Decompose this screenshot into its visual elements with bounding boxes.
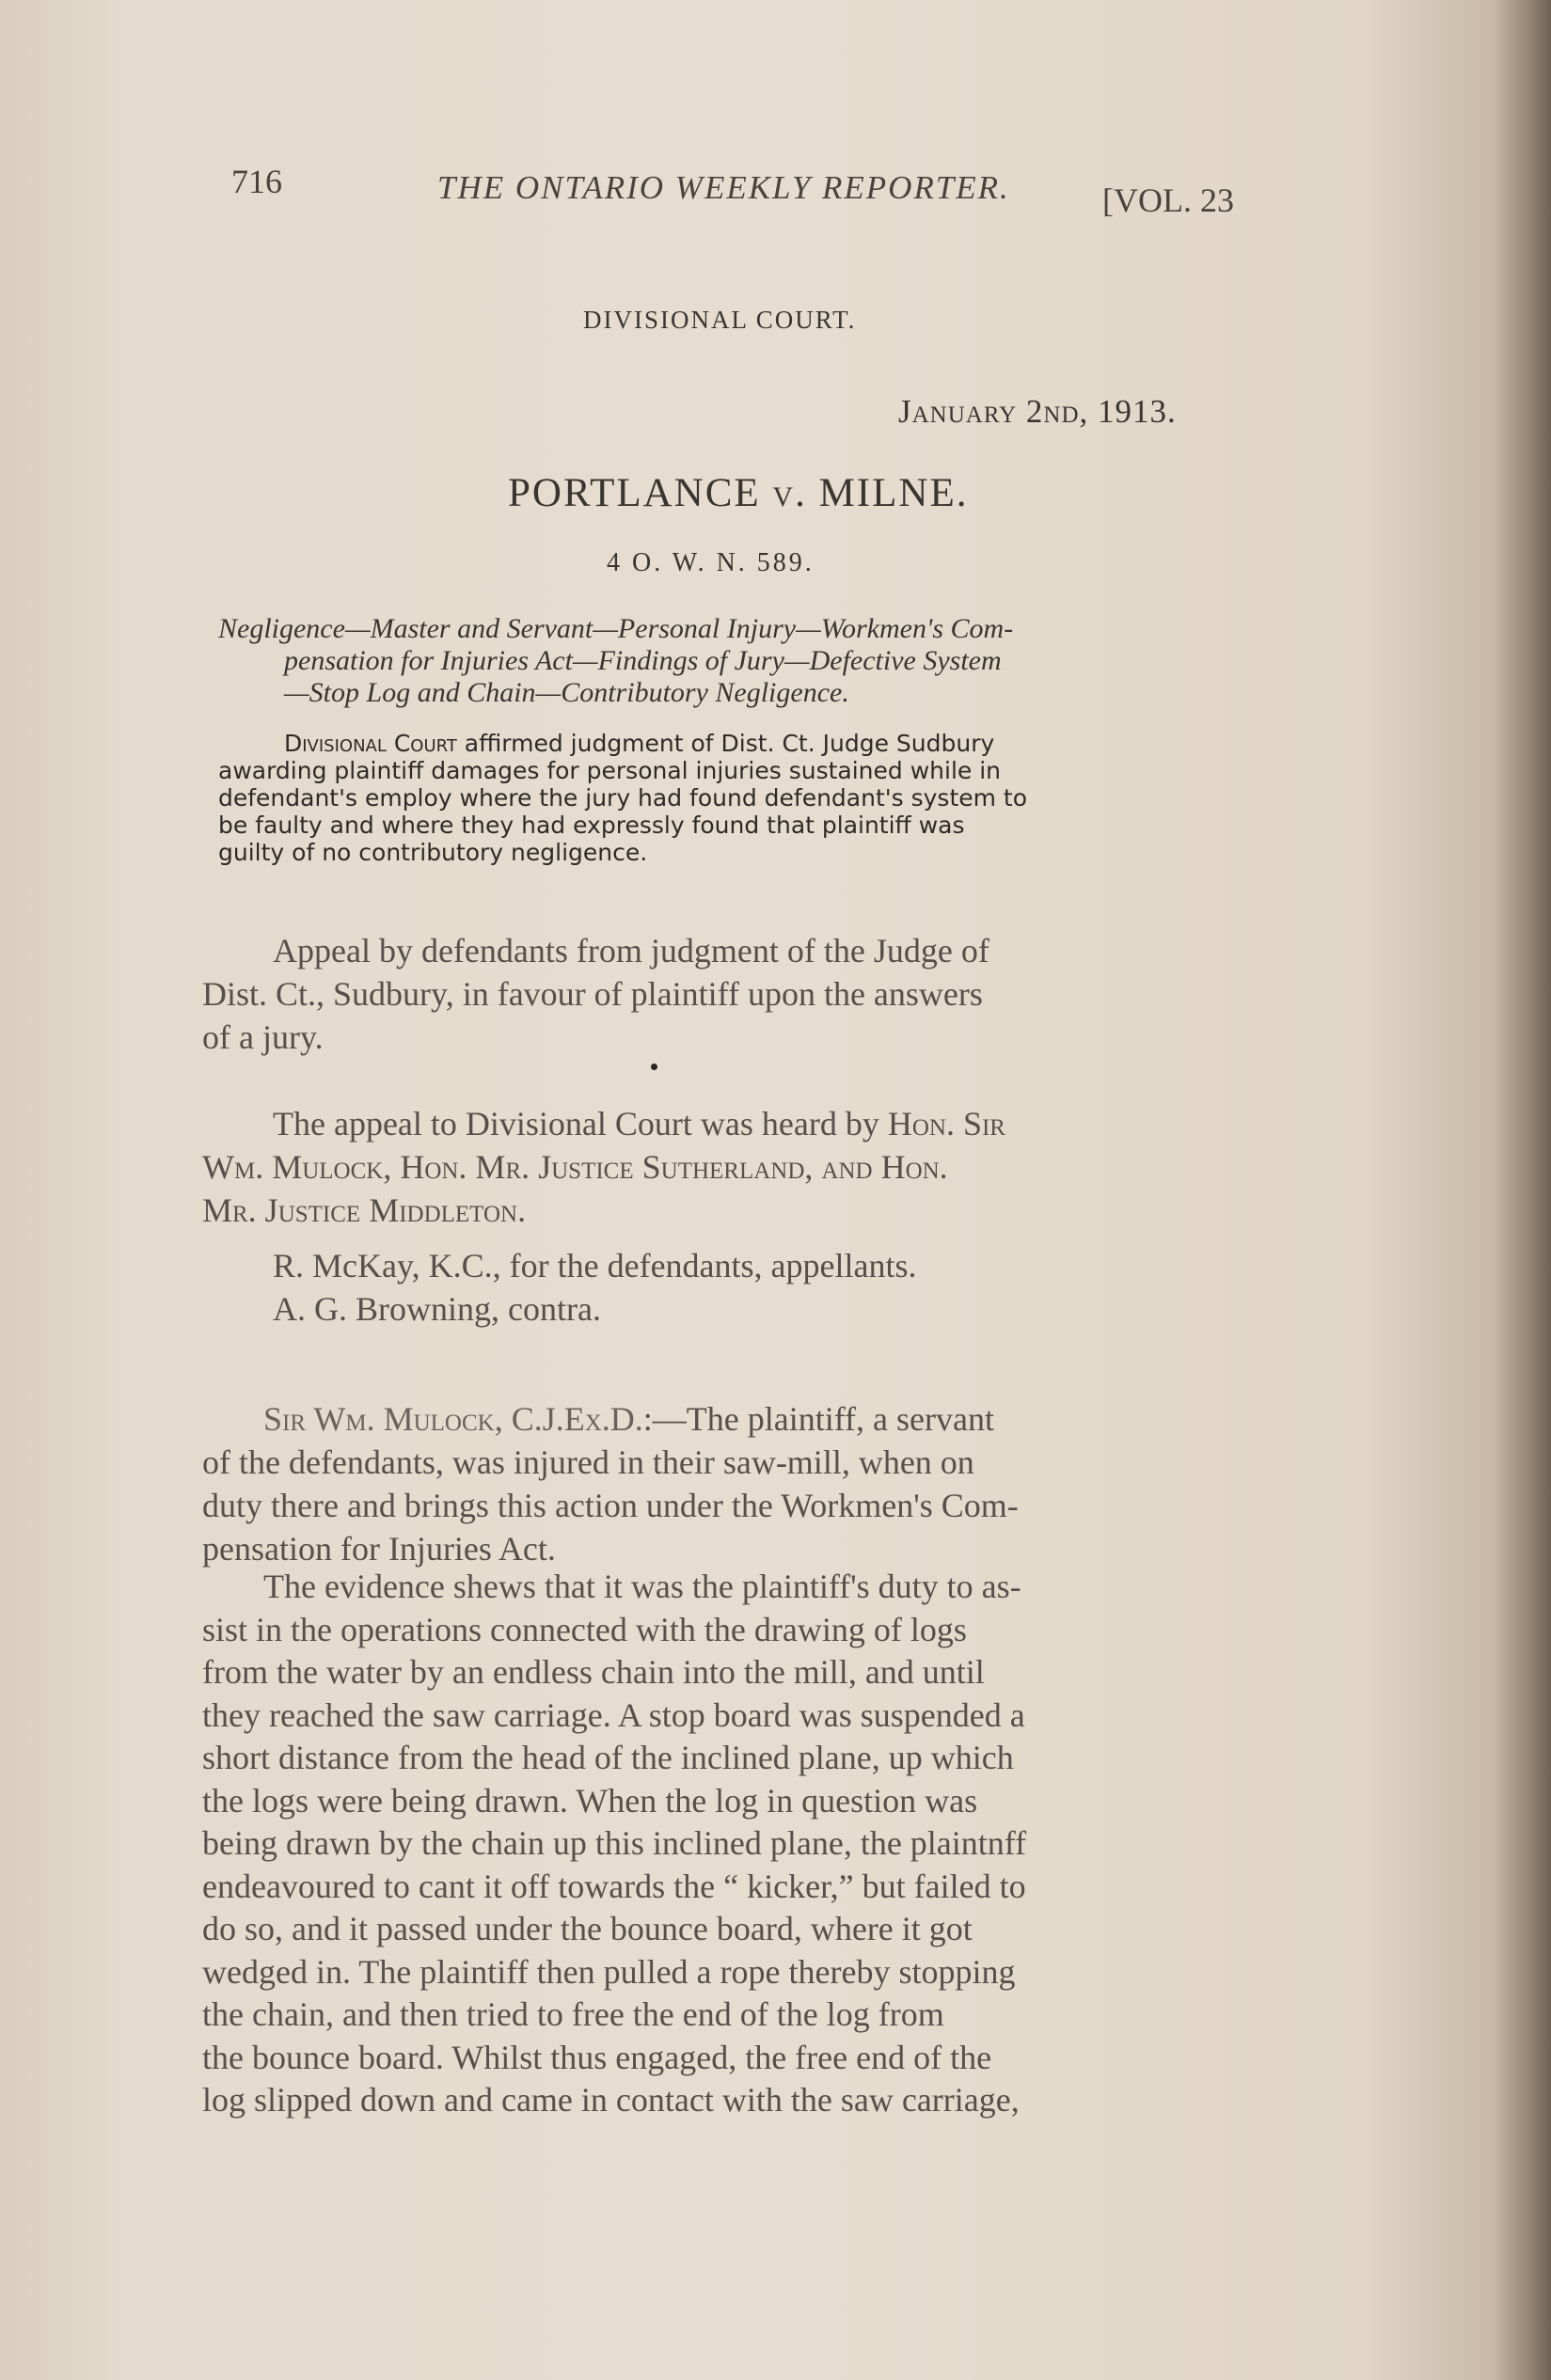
page-edge-shadow bbox=[1495, 0, 1551, 2380]
paragraph-line bbox=[202, 1102, 1005, 1145]
judgment-date: January 2nd, 1913. bbox=[898, 393, 1177, 430]
summary-line: defendant's employ where the jury had found defendant's system to bbox=[218, 784, 1028, 812]
paragraph-line: The evidence shews that it was the plaintiff's duty to as- bbox=[263, 1568, 1021, 1605]
paragraph-line: pensation for Injuries Act. bbox=[202, 1530, 556, 1568]
judge-name: Sir Wm. Mulock, C.J.Ex.D. bbox=[263, 1400, 643, 1438]
judge-names: Mr. Justice Middleton. bbox=[202, 1191, 527, 1229]
volume-label: [VOL. 23 bbox=[1102, 181, 1234, 219]
hearing-paragraph bbox=[202, 1102, 1005, 1232]
counsel-line: A. G. Browning, contra. bbox=[273, 1290, 601, 1328]
case-summary bbox=[218, 730, 1027, 866]
paragraph-line: the chain, and then tried to free the end of the log from bbox=[202, 1995, 944, 2033]
paragraph-line: log slipped down and came in contact with the saw carriage, bbox=[202, 2081, 1020, 2119]
paragraph-text: :—The plaintiff, a servant bbox=[642, 1400, 994, 1438]
counsel-paragraph bbox=[202, 1244, 917, 1331]
paragraph-line: from the water by an endless chain into the mill, and until bbox=[202, 1653, 985, 1691]
appeal-paragraph bbox=[202, 929, 989, 1059]
paragraph-line: of a jury. bbox=[202, 1018, 324, 1056]
court-heading: DIVISIONAL COURT. bbox=[583, 306, 857, 334]
case-citation: 4 O. W. N. 589. bbox=[607, 548, 815, 577]
paragraph-line: do so, and it passed under the bounce board, where it got bbox=[202, 1910, 973, 1947]
paragraph-text: The appeal to Divisional Court was heard by bbox=[273, 1105, 888, 1143]
judge-names: Wm. Mulock, Hon. Mr. Justice Sutherland, and Hon. bbox=[202, 1148, 948, 1186]
headnote-line: —Stop Log and Chain—Contributory Negligence. bbox=[284, 677, 849, 708]
paragraph-line: being drawn by the chain up this inclined plane, the plaintnff bbox=[202, 1824, 1027, 1862]
paragraph-line: duty there and brings this action under the Workmen's Com- bbox=[202, 1487, 1019, 1524]
evidence-paragraph bbox=[202, 1566, 1026, 2122]
summary-line bbox=[218, 730, 1027, 757]
summary-line-text: affirmed judgment of Dist. Ct. Judge Sudbury bbox=[456, 730, 995, 757]
ink-speck bbox=[651, 1064, 657, 1070]
summary-line: awarding plaintiff damages for personal injuries sustained while in bbox=[218, 757, 1002, 784]
paragraph-line: endeavoured to cant it off towards the “ kicker,” but failed to bbox=[202, 1867, 1026, 1905]
paragraph-line: short distance from the head of the inclined plane, up which bbox=[202, 1739, 1014, 1776]
paragraph-line: of the defendants, was injured in their saw-mill, when on bbox=[202, 1443, 974, 1481]
running-title: THE ONTARIO WEEKLY REPORTER. bbox=[437, 169, 1010, 206]
paragraph-line: Dist. Ct., Sudbury, in favour of plaintiff upon the answers bbox=[202, 975, 983, 1013]
page-number: 716 bbox=[231, 163, 282, 200]
headnote-line: pensation for Injuries Act—Findings of Jury—Defective System bbox=[284, 645, 1002, 676]
headnote bbox=[218, 613, 1243, 709]
paragraph-line bbox=[202, 1397, 1019, 1441]
summary-lead: Divisional Court bbox=[284, 730, 457, 757]
paragraph-line: sist in the operations connected with the drawing of logs bbox=[202, 1610, 967, 1648]
case-title: PORTLANCE v. MILNE. bbox=[508, 471, 969, 515]
headnote-line: Negligence—Master and Servant—Personal Injury—Workmen's Com- bbox=[218, 613, 1014, 644]
paragraph-line: Appeal by defendants from judgment of the Judge of bbox=[273, 932, 989, 969]
summary-line: be faulty and where they had expressly found that plaintiff was bbox=[218, 812, 965, 839]
paragraph-line: the logs were being drawn. When the log in question was bbox=[202, 1781, 978, 1820]
judge-names: Hon. Sir bbox=[887, 1105, 1005, 1143]
paragraph-line: they reached the saw carriage. A stop board was suspended a bbox=[202, 1695, 1025, 1734]
summary-line: guilty of no contributory negligence. bbox=[218, 839, 648, 866]
paragraph-line: the bounce board. Whilst thus engaged, the free end of the bbox=[202, 2038, 992, 2076]
counsel-line: R. McKay, K.C., for the defendants, appellants. bbox=[273, 1247, 917, 1285]
paragraph-line: wedged in. The plaintiff then pulled a rope thereby stopping bbox=[202, 1952, 1016, 1991]
judgment-paragraph bbox=[202, 1397, 1019, 1570]
